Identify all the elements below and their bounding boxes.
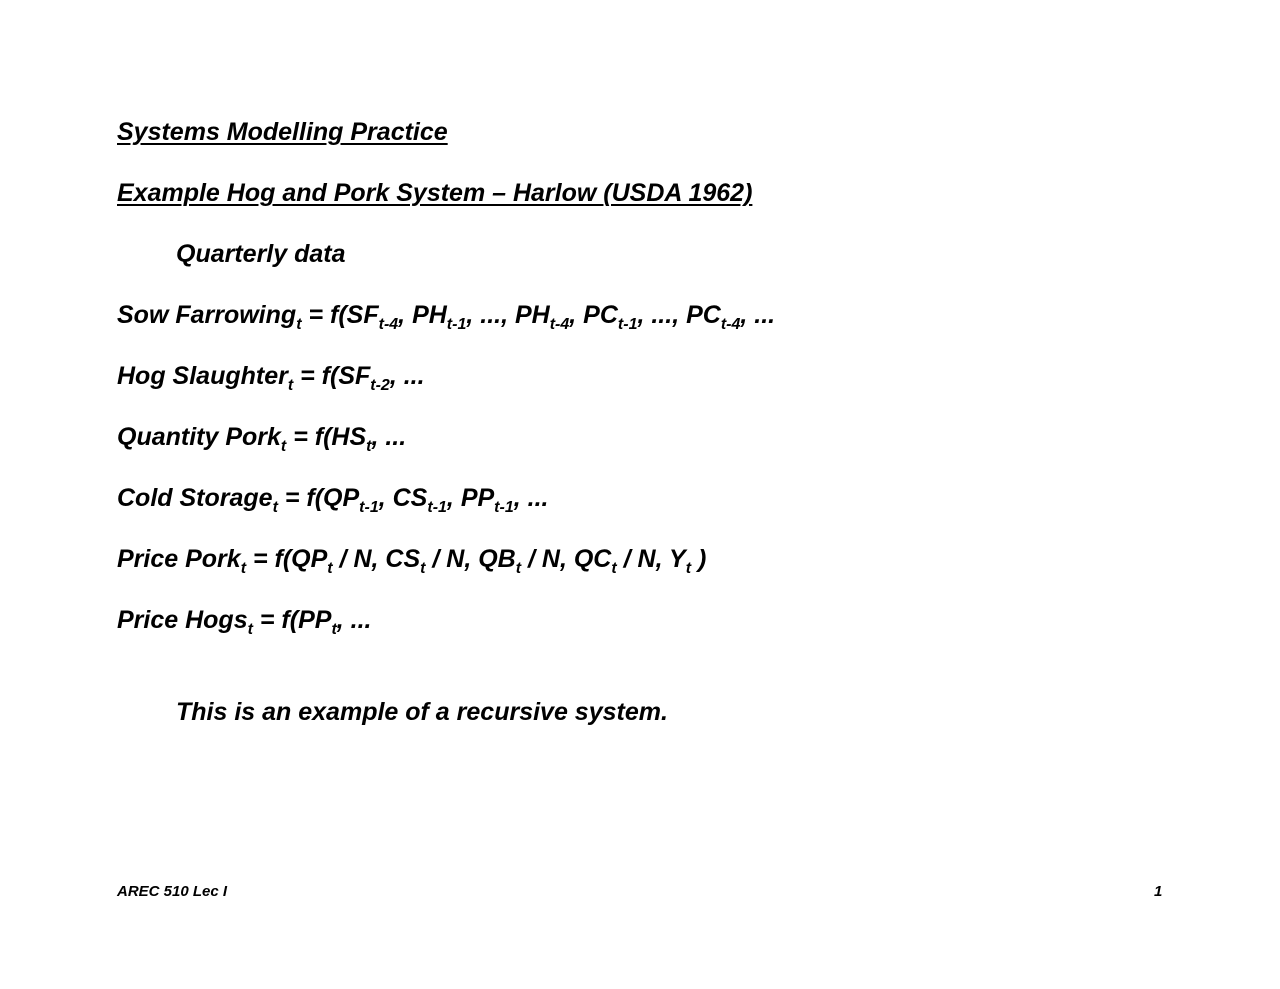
conclusion-text: This is an example of a recursive system. (176, 698, 668, 726)
footer-page-number: 1 (1154, 883, 1163, 900)
equation-price-hogs: Price Hogs$_t$ = $f(PP_t$, ... (117, 606, 372, 638)
equation-sow-farrowing: Sow Farrowing$_t$ = $f(SF_{t-4}$, $PH_{t-1}$, ..., $PH_{t-4}$, $PC_{t-1}$, ..., $PC_{t-4}$, ... (117, 301, 776, 333)
footer-course-label: AREC 510 Lec I (117, 883, 228, 900)
quarterly-data-note: Quarterly data (176, 240, 346, 268)
equation-quantity-pork: Quantity Pork$_t$ = $f(HS_t$, ... (117, 423, 407, 455)
slide-subtitle: Example Hog and Pork System – Harlow (USDA 1962) (117, 179, 753, 207)
equation-hog-slaughter: Hog Slaughter$_t$ = $f(SF_{t-2}$, ... (117, 362, 425, 394)
equation-price-pork: Price Pork$_t$ = $f(QP_t$ / N, $CS_t$ / N, $QB_t$ / N, $QC_t$ / N, $Y_t$ ) (117, 545, 707, 577)
equation-cold-storage: Cold Storage$_t$ = $f(QP_{t-1}$, $CS_{t-1}$, $PP_{t-1}$, ... (117, 484, 549, 516)
slide-title: Systems Modelling Practice (117, 118, 448, 146)
